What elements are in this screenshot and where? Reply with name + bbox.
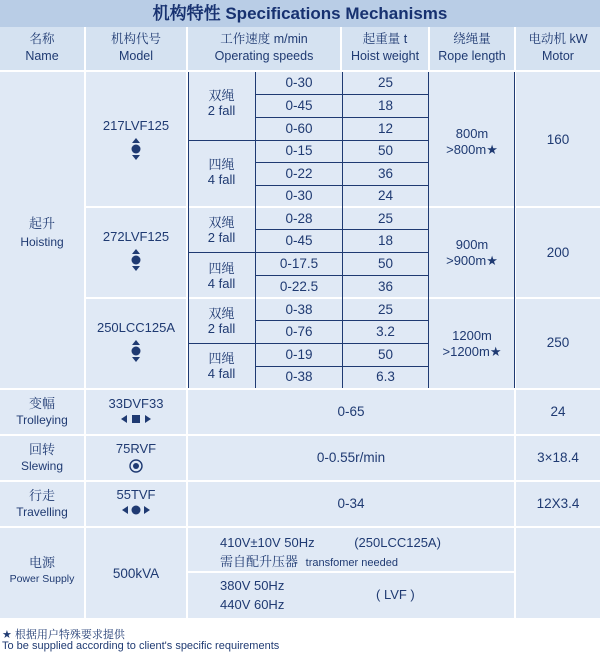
header-rope-cn: 绕绳量 bbox=[453, 32, 491, 46]
travelling-motor: 12X3.4 bbox=[536, 496, 580, 511]
header-motor bbox=[516, 27, 600, 70]
header-weight-en: Hoist weight bbox=[350, 49, 420, 63]
fall-label-2: 双绳 2 fall bbox=[207, 88, 236, 118]
fall-label-2: 双绳 2 fall bbox=[207, 215, 236, 245]
footnote-en: To be supplied according to client's specific requirements bbox=[2, 640, 280, 652]
header-rope-en: Rope length bbox=[438, 49, 506, 63]
header-name-en: Name bbox=[25, 49, 59, 63]
footnote-cn: ★ 根据用户特殊要求提供 bbox=[2, 629, 125, 641]
speed-cell: 0-45 bbox=[285, 98, 313, 113]
hoist-arrows-icon bbox=[130, 340, 142, 362]
weight-cell: 25 bbox=[377, 211, 394, 226]
speed-cell: 0-22 bbox=[285, 166, 313, 181]
trolleying-speed: 0-65 bbox=[337, 404, 365, 419]
hoist-model-3 bbox=[86, 320, 186, 362]
travelling-name: 行走 Travelling bbox=[16, 488, 68, 519]
trolleying-model: 33DVF33 bbox=[86, 396, 186, 424]
header-name bbox=[0, 27, 84, 70]
table-title: 机构特性 Specifications Mechanisms bbox=[0, 0, 600, 27]
speed-cell: 0-19 bbox=[285, 347, 313, 362]
travelling-model: 55TVF bbox=[86, 487, 186, 515]
speed-cell: 0-28 bbox=[285, 211, 313, 226]
slewing-speed: 0-0.55r/min bbox=[316, 450, 386, 465]
row-separator bbox=[0, 388, 600, 390]
travel-arrows-icon bbox=[122, 505, 150, 515]
weight-cell: 3.2 bbox=[376, 324, 395, 339]
motor-cell: 200 bbox=[546, 245, 570, 260]
speed-cell: 0-22.5 bbox=[279, 279, 319, 294]
power-line-2: 需自配升压器 transfomer needed bbox=[220, 554, 398, 569]
weight-cell: 12 bbox=[377, 121, 394, 136]
weight-cell: 6.3 bbox=[376, 369, 395, 384]
fall-label-4: 四绳 4 fall bbox=[207, 261, 236, 291]
weight-cell: 36 bbox=[377, 166, 394, 181]
weight-cell: 36 bbox=[377, 279, 394, 294]
power-line-3: 380V 50Hz bbox=[220, 578, 285, 593]
weight-cell: 24 bbox=[377, 188, 394, 203]
fall-label-4: 四绳 4 fall bbox=[207, 351, 236, 381]
speed-cell: 0-38 bbox=[285, 302, 313, 317]
rope-length-2: 900m >900m★ bbox=[446, 237, 498, 268]
motor-cell: 250 bbox=[546, 335, 570, 350]
header-model-cn: 机构代号 bbox=[110, 32, 161, 46]
row-separator bbox=[0, 480, 600, 482]
speed-cell: 0-15 bbox=[285, 143, 313, 158]
model-label: 217LVF125 bbox=[102, 118, 170, 133]
header-weight bbox=[342, 27, 428, 70]
model-label: 272LVF125 bbox=[102, 229, 170, 244]
speed-cell: 0-60 bbox=[285, 121, 313, 136]
header-speed-cn: 工作速度 m/min bbox=[220, 32, 308, 46]
column-separator bbox=[340, 27, 342, 72]
row-separator bbox=[0, 618, 600, 620]
weight-cell: 50 bbox=[377, 256, 394, 271]
hoist-arrows-icon bbox=[130, 249, 142, 271]
weight-cell: 25 bbox=[377, 302, 394, 317]
rope-length-3: 1200m >1200m★ bbox=[442, 328, 502, 359]
hoisting-name-en: Hoisting bbox=[20, 235, 64, 249]
power-separator bbox=[188, 571, 514, 573]
header-motor-cn: 电动机 kW bbox=[528, 32, 588, 46]
hoisting-name bbox=[0, 215, 84, 251]
rope-length-1: 800m >800m★ bbox=[446, 126, 498, 157]
power-model: 500kVA bbox=[112, 566, 160, 581]
weight-cell: 25 bbox=[377, 75, 394, 90]
slewing-motor: 3×18.4 bbox=[537, 450, 579, 465]
header-speed-en: Operating speeds bbox=[214, 49, 314, 63]
power-name: 电源 Power Supply bbox=[9, 555, 75, 585]
slewing-name: 回转 Slewing bbox=[20, 442, 64, 473]
slewing-rotate-icon bbox=[129, 459, 143, 473]
fall-label-4: 四绳 4 fall bbox=[207, 157, 236, 187]
trolleying-motor: 24 bbox=[550, 404, 566, 419]
speed-cell: 0-76 bbox=[285, 324, 313, 339]
trolley-arrows-icon bbox=[121, 414, 151, 424]
header-motor-en: Motor bbox=[542, 49, 574, 63]
power-lvf-label: ( LVF ) bbox=[376, 587, 415, 602]
header-rope bbox=[430, 27, 514, 70]
header-model bbox=[86, 27, 186, 70]
model-label: 250LCC125A bbox=[96, 320, 176, 335]
hoist-model-1 bbox=[86, 118, 186, 160]
power-line-4: 440V 60Hz bbox=[220, 597, 285, 612]
motor-cell: 160 bbox=[546, 132, 570, 147]
hoisting-name-cn: 起升 bbox=[28, 216, 55, 231]
row-separator bbox=[0, 526, 600, 528]
hoist-model-2 bbox=[86, 229, 186, 271]
weight-cell: 50 bbox=[377, 143, 394, 158]
column-separator bbox=[428, 27, 430, 72]
weight-cell: 18 bbox=[377, 233, 394, 248]
speed-cell: 0-30 bbox=[285, 75, 313, 90]
trolleying-name: 变幅 Trolleying bbox=[16, 396, 68, 427]
slewing-model: 75RVF bbox=[86, 441, 186, 473]
speed-cell: 0-38 bbox=[285, 369, 313, 384]
header-model-en: Model bbox=[118, 49, 154, 63]
travelling-speed: 0-34 bbox=[337, 496, 365, 511]
speed-cell: 0-17.5 bbox=[279, 256, 319, 271]
speed-cell: 0-45 bbox=[285, 233, 313, 248]
weight-cell: 18 bbox=[377, 98, 394, 113]
row-separator bbox=[0, 434, 600, 436]
fall-label-2: 双绳 2 fall bbox=[207, 306, 236, 336]
power-line-1: 410V±10V 50Hz (250LCC125A) bbox=[220, 535, 441, 550]
header-weight-cn: 起重量 t bbox=[362, 32, 408, 46]
weight-cell: 50 bbox=[377, 347, 394, 362]
speed-cell: 0-30 bbox=[285, 188, 313, 203]
hoist-arrows-icon bbox=[130, 138, 142, 160]
header-name-cn: 名称 bbox=[29, 32, 55, 46]
header-speed bbox=[188, 27, 340, 70]
